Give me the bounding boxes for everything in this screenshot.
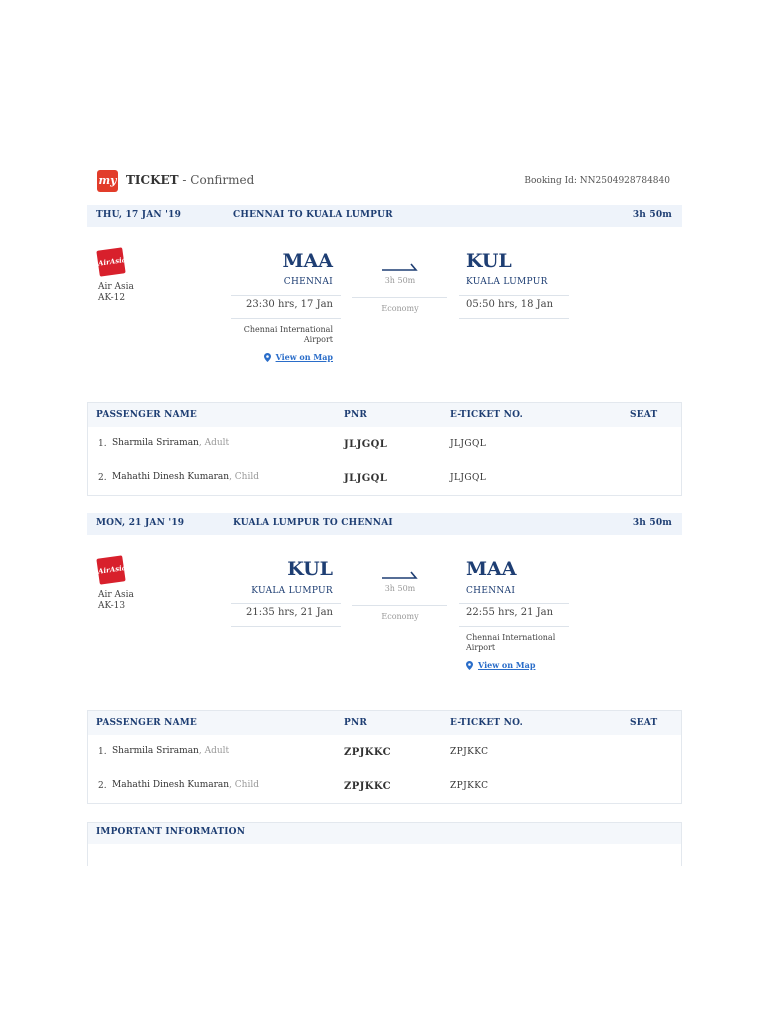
cabin-class: Economy	[381, 304, 419, 313]
divider	[459, 626, 569, 627]
origin-city: CHENNAI	[283, 277, 333, 287]
flight-number: AK-13	[98, 601, 126, 611]
passenger-name	[112, 472, 259, 482]
table-row	[88, 769, 681, 803]
origin-time: 23:30 hrs, 17 Jan	[245, 299, 333, 310]
divider	[231, 318, 341, 319]
destination-time: 22:55 hrs, 21 Jan	[466, 607, 554, 618]
map-pin-icon	[264, 353, 271, 362]
airline-info	[98, 282, 134, 304]
table-row	[88, 461, 681, 495]
divider	[352, 605, 447, 606]
destination-airport: Chennai International Airport	[466, 633, 556, 652]
destination-code: MAA	[466, 558, 517, 580]
passenger-name-text: Mahathi Dinesh Kumaran	[112, 780, 230, 790]
passenger-name	[112, 746, 229, 756]
pnr-value: JLJGQL	[344, 439, 388, 450]
row-number: 1.	[98, 439, 107, 449]
flight-2-header	[87, 513, 682, 535]
table-row	[88, 735, 681, 769]
passenger-table	[87, 710, 682, 804]
origin-map-link[interactable]	[264, 352, 333, 362]
divider	[231, 626, 341, 627]
divider	[459, 295, 569, 296]
origin-code: MAA	[282, 250, 333, 272]
passenger-type: , Child	[229, 472, 260, 482]
passenger-name	[112, 438, 229, 448]
col-pnr: PNR	[344, 718, 368, 728]
row-number: 1.	[98, 747, 107, 757]
ticket-title	[126, 173, 254, 187]
flight-duration: 3h 50m	[632, 210, 672, 220]
important-information-title: IMPORTANT INFORMATION	[88, 823, 681, 844]
flight-arrow-icon	[382, 569, 418, 579]
col-pnr: PNR	[344, 410, 368, 420]
flight-date: THU, 17 JAN '19	[96, 210, 182, 220]
origin-airport: Chennai International Airport	[243, 325, 333, 344]
eticket-value: JLJGQL	[450, 473, 487, 483]
origin-time: 21:35 hrs, 21 Jan	[245, 607, 333, 618]
airline-logo: AirAsia	[96, 247, 125, 276]
pnr-value: JLJGQL	[344, 473, 388, 484]
divider	[231, 295, 341, 296]
flight-duration: 3h 50m	[632, 518, 672, 528]
pnr-value: ZPJKKC	[344, 781, 392, 792]
col-passenger-name: PASSENGER NAME	[96, 718, 197, 728]
passenger-type: , Adult	[198, 438, 230, 448]
col-eticket: E-TICKET NO.	[450, 718, 523, 728]
table-row	[88, 427, 681, 461]
airline-info	[98, 590, 134, 612]
origin-code: KUL	[287, 558, 333, 580]
map-pin-icon	[466, 661, 473, 670]
passenger-name-text: Sharmila Sriraman	[112, 438, 199, 448]
eticket-value: ZPJKKC	[450, 781, 489, 791]
origin-city: KUALA LUMPUR	[251, 586, 333, 596]
important-information-section	[87, 822, 682, 866]
divider	[352, 297, 447, 298]
row-number: 2.	[98, 781, 107, 791]
destination-city: CHENNAI	[466, 586, 516, 596]
ticket-status: - Confirmed	[178, 173, 255, 187]
flight-arrow-icon	[382, 261, 418, 271]
leg-duration: 3h 50m	[384, 584, 416, 593]
airline-logo: AirAsia	[96, 555, 125, 584]
eticket-value: JLJGQL	[450, 439, 487, 449]
cabin-class: Economy	[381, 612, 419, 621]
view-on-map-link[interactable]: View on Map	[275, 352, 333, 362]
col-passenger-name: PASSENGER NAME	[96, 410, 197, 420]
flight-date: MON, 21 JAN '19	[96, 518, 185, 528]
pnr-value: ZPJKKC	[344, 747, 392, 758]
col-seat: SEAT	[630, 718, 658, 728]
destination-code: KUL	[466, 250, 512, 272]
row-number: 2.	[98, 473, 107, 483]
divider	[231, 603, 341, 604]
airline-name: Air Asia	[98, 590, 134, 600]
passenger-type: , Child	[229, 780, 260, 790]
passenger-name	[112, 780, 259, 790]
passenger-table	[87, 402, 682, 496]
flight-route: CHENNAI TO KUALA LUMPUR	[233, 210, 393, 220]
destination-time: 05:50 hrs, 18 Jan	[466, 299, 554, 310]
leg-duration: 3h 50m	[384, 276, 416, 285]
passenger-table-header	[88, 403, 681, 427]
destination-map-link[interactable]	[466, 660, 535, 670]
passenger-table-header	[88, 711, 681, 735]
passenger-name-text: Mahathi Dinesh Kumaran	[112, 472, 230, 482]
flight-1-header	[87, 205, 682, 227]
ticket-label: TICKET	[126, 173, 179, 187]
destination-city: KUALA LUMPUR	[466, 277, 548, 287]
col-seat: SEAT	[630, 410, 658, 420]
flight-route: KUALA LUMPUR TO CHENNAI	[233, 518, 393, 528]
brand-logo: my	[97, 170, 118, 192]
divider	[459, 603, 569, 604]
divider	[459, 318, 569, 319]
booking-id: Booking Id: NN2504928784840	[524, 176, 670, 186]
col-eticket: E-TICKET NO.	[450, 410, 523, 420]
airline-name: Air Asia	[98, 282, 134, 292]
passenger-type: , Adult	[198, 746, 230, 756]
eticket-value: ZPJKKC	[450, 747, 489, 757]
passenger-name-text: Sharmila Sriraman	[112, 746, 199, 756]
view-on-map-link[interactable]: View on Map	[478, 660, 536, 670]
flight-number: AK-12	[98, 293, 126, 303]
